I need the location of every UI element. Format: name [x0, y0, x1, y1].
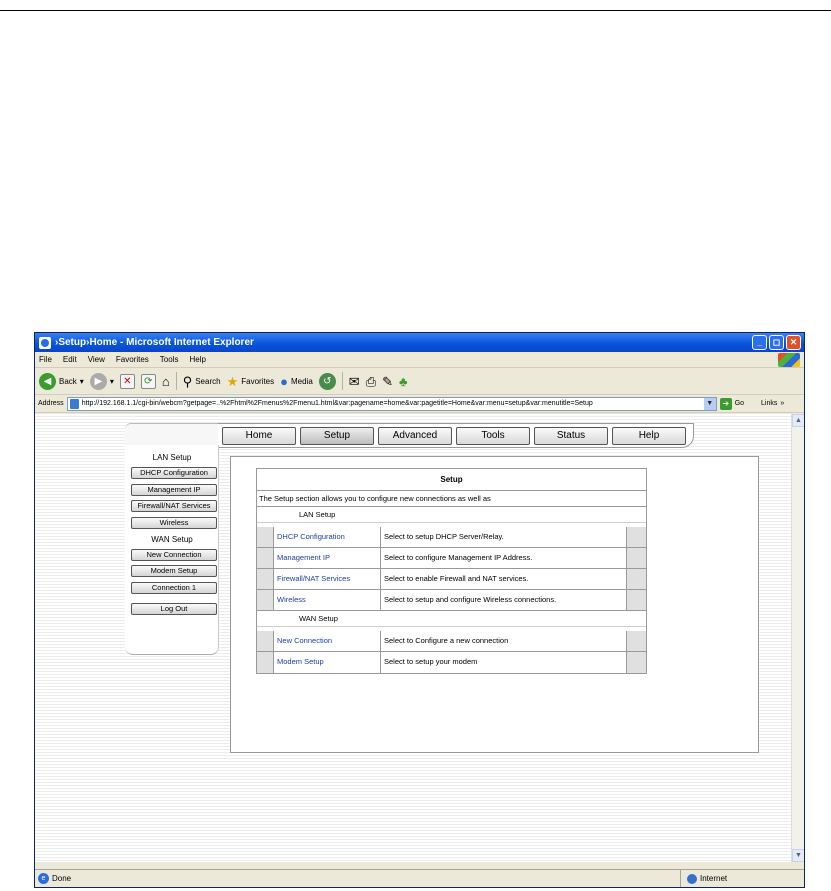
ie-icon [39, 337, 51, 349]
back-arrow-icon: ◀ [39, 373, 56, 390]
nav-dhcp-configuration[interactable]: DHCP Configuration [131, 467, 217, 479]
refresh-icon[interactable]: ⟳ [141, 374, 156, 389]
browser-window [34, 332, 805, 888]
go-label: Go [734, 400, 745, 407]
wan-setup-section-heading: WAN Setup [257, 611, 646, 627]
table-row [257, 631, 646, 652]
tab-setup[interactable]: Setup [300, 427, 374, 445]
menu-favorites[interactable]: Favorites [115, 355, 149, 364]
back-button[interactable] [39, 373, 84, 390]
main-tabs [222, 427, 686, 445]
row-description: Select to setup DHCP Server/Relay. [381, 527, 627, 547]
stop-icon[interactable]: ✕ [120, 374, 135, 389]
title-bar [35, 333, 804, 352]
setup-panel [230, 456, 759, 753]
window-title: ›Setup›Home - Microsoft Internet Explorer [55, 337, 254, 348]
setup-table [256, 468, 647, 674]
row-description: Select to enable Firewall and NAT services. [381, 569, 627, 589]
tab-advanced[interactable]: Advanced [378, 427, 452, 445]
tab-status[interactable]: Status [534, 427, 608, 445]
toolbar-separator [176, 372, 177, 390]
link-firewall-nat[interactable]: Firewall/NAT Services [274, 569, 381, 589]
search-icon: ⚲ [182, 373, 193, 389]
windows-logo-icon [778, 353, 800, 367]
nav-firewall-nat[interactable]: Firewall/NAT Services [131, 500, 217, 512]
favorites-button[interactable] [227, 374, 275, 389]
table-row [257, 569, 646, 590]
scroll-down-icon[interactable]: ▼ [792, 849, 805, 862]
menu-bar [35, 352, 804, 368]
page-icon [70, 399, 79, 409]
address-field[interactable] [67, 397, 717, 411]
back-label: Back [59, 376, 77, 386]
link-dhcp-configuration[interactable]: DHCP Configuration [274, 527, 381, 547]
address-bar [35, 395, 804, 413]
minimize-button[interactable]: _ [752, 335, 767, 350]
menu-edit[interactable]: Edit [62, 355, 77, 364]
nav-management-ip[interactable]: Management IP [131, 484, 217, 496]
nav-modem-setup[interactable]: Modem Setup [131, 565, 217, 577]
star-icon: ★ [226, 373, 239, 389]
links-label[interactable]: Links [761, 400, 778, 407]
messenger-icon[interactable]: ♣ [399, 373, 408, 389]
table-row [257, 652, 646, 673]
edit-icon[interactable]: ✎ [382, 373, 394, 389]
page-done-icon: e [38, 873, 49, 884]
address-url: http://192.168.1.1/cgi-bin/webcm?getpage=..%2Fhtml%2Fmenus%2Fmenu1.html&var:pagename=home&var:pagetitle=Home&var:menu=setup&var:menutitle=Setup [81, 400, 593, 407]
setup-description: The Setup section allows you to configure new connections as well as [257, 491, 646, 507]
status-text: Done [52, 874, 72, 883]
menu-tools[interactable]: Tools [159, 355, 179, 364]
go-arrow-icon: ➔ [720, 398, 732, 410]
address-label: Address [38, 400, 64, 407]
maximize-button[interactable]: ◻ [769, 335, 784, 350]
link-management-ip[interactable]: Management IP [274, 548, 381, 568]
side-nav [125, 445, 219, 655]
home-icon[interactable]: ⌂ [161, 373, 170, 389]
menu-view[interactable]: View [87, 355, 105, 364]
table-row [257, 527, 646, 548]
media-label: Media [291, 376, 313, 386]
wan-setup-heading: WAN Setup [151, 535, 193, 544]
favorites-label: Favorites [241, 376, 275, 386]
tabbar-corner [125, 423, 219, 445]
link-modem-setup[interactable]: Modem Setup [274, 652, 381, 673]
link-wireless[interactable]: Wireless [274, 590, 381, 610]
tab-home[interactable]: Home [222, 427, 296, 445]
forward-button[interactable] [90, 373, 114, 390]
chevron-down-icon[interactable]: ▾ [79, 376, 84, 386]
page-content [35, 414, 804, 862]
row-description: Select to Configure a new connection [381, 631, 627, 651]
logout-button[interactable]: Log Out [131, 603, 217, 615]
chevron-down-icon[interactable]: ▾ [109, 376, 114, 386]
vertical-scrollbar[interactable] [791, 414, 804, 862]
tab-help[interactable]: Help [612, 427, 686, 445]
search-button[interactable] [183, 374, 221, 389]
media-icon: ● [280, 373, 288, 389]
tab-tools[interactable]: Tools [456, 427, 530, 445]
table-row [257, 590, 646, 611]
chevron-down-icon[interactable]: ▼ [704, 398, 716, 410]
toolbar-separator [342, 372, 343, 390]
history-icon[interactable]: ↺ [319, 373, 336, 390]
row-description: Select to setup and configure Wireless connections. [381, 590, 627, 610]
status-bar [35, 869, 804, 887]
setup-title: Setup [257, 469, 646, 491]
nav-connection-1[interactable]: Connection 1 [131, 582, 217, 594]
search-label: Search [195, 376, 221, 386]
forward-arrow-icon: ▶ [90, 373, 107, 390]
lan-setup-section-heading: LAN Setup [257, 507, 646, 523]
go-button[interactable] [720, 398, 744, 410]
lan-setup-heading: LAN Setup [152, 453, 192, 462]
globe-icon [687, 874, 697, 884]
nav-wireless[interactable]: Wireless [131, 517, 217, 529]
zone-label: Internet [700, 874, 728, 883]
row-description: Select to setup your modem [381, 652, 627, 673]
scroll-up-icon[interactable]: ▲ [792, 414, 805, 427]
toolbar [35, 368, 804, 395]
page-top-rule [0, 10, 831, 11]
link-new-connection[interactable]: New Connection [274, 631, 381, 651]
links-more-icon[interactable]: » [780, 400, 785, 407]
menu-file[interactable]: File [39, 355, 52, 364]
menu-help[interactable]: Help [189, 355, 206, 364]
nav-new-connection[interactable]: New Connection [131, 549, 217, 561]
media-button[interactable] [280, 374, 313, 389]
print-icon[interactable]: ⎙ [365, 373, 377, 389]
close-button[interactable]: ✕ [786, 335, 801, 350]
mail-icon[interactable]: ✉ [348, 373, 360, 389]
row-description: Select to configure Management IP Address. [381, 548, 627, 568]
table-row [257, 548, 646, 569]
